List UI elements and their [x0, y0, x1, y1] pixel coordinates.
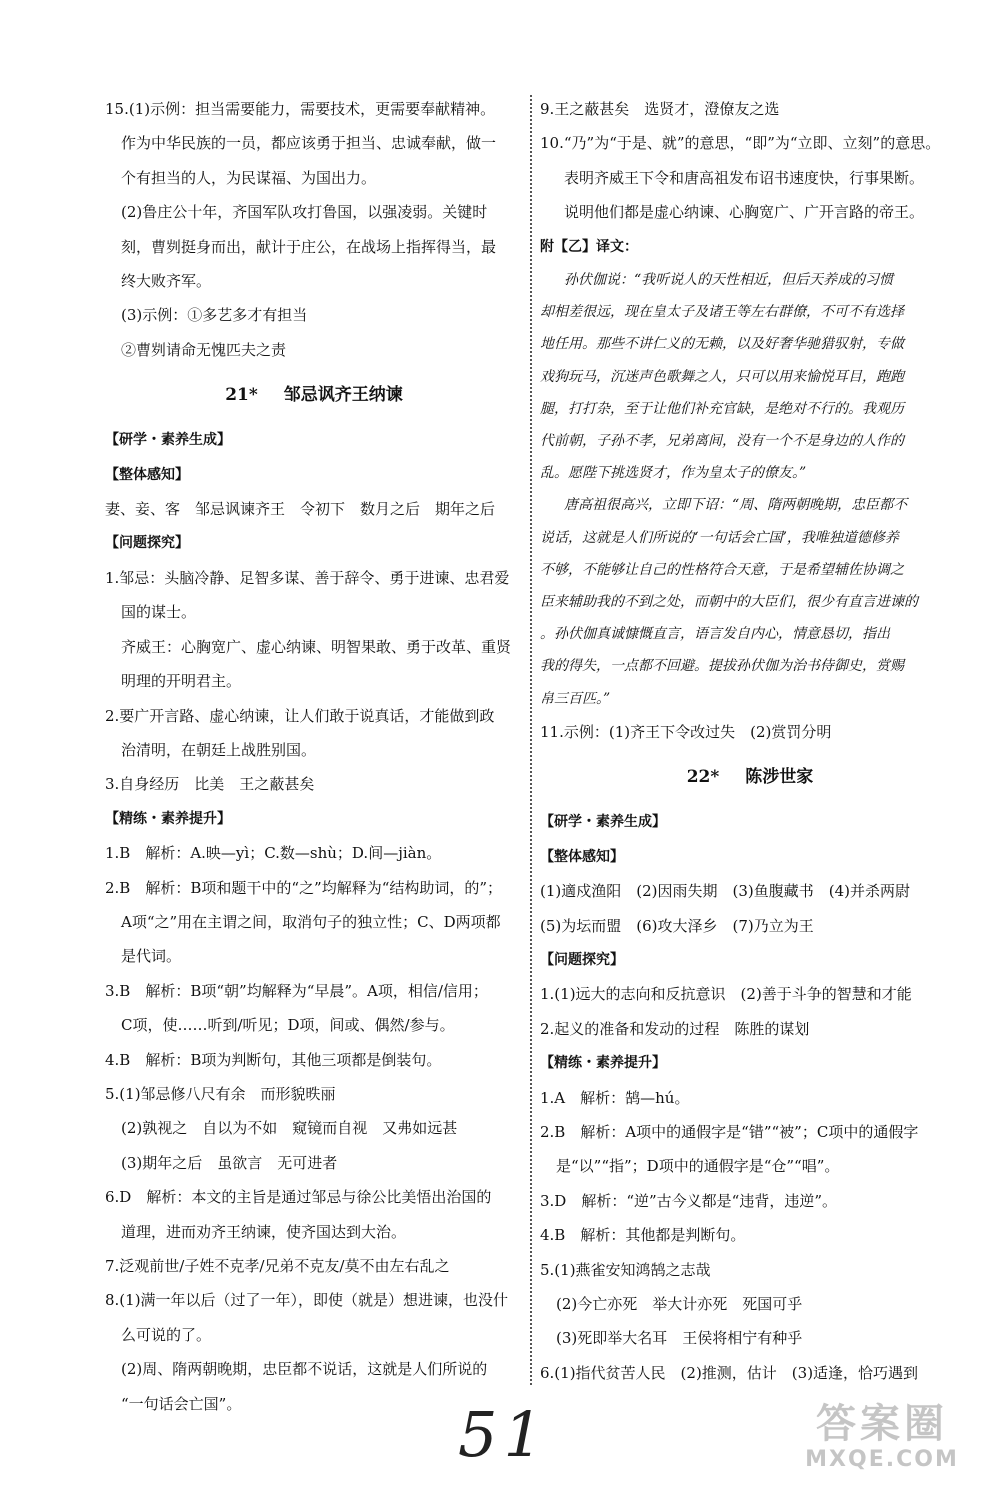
text-line: 2.要广开言路、虚心纳谏，让人们敢于说真话，才能做到政	[105, 706, 495, 725]
text-line: 9.王之蔽甚矣 选贤才，澄僚友之选	[540, 100, 780, 118]
text-line: “一句话会亡国”。	[121, 1394, 242, 1413]
section-heading: 【整体感知】	[540, 848, 624, 865]
right-column	[540, 92, 960, 1390]
text-line: 却相差很远，现在皇太子及诸王等左右群僚，不可不有选择	[540, 304, 904, 321]
text-line: 道理，进而劝齐王纳谏，使齐国达到大治。	[121, 1222, 407, 1241]
text-line: 1.B 解析：A.映—yì；C.数—shù；D.间—jiàn。	[105, 844, 442, 863]
text-line: 乱。愿陛下挑选贤才，作为皇太子的僚友。”	[540, 465, 807, 482]
text-line: (2)今亡亦死 举大计亦死 死国可乎	[556, 1294, 803, 1313]
text-line: 终大败齐军。	[121, 272, 212, 291]
text-line: 说明他们都是虚心纳谏、心胸宽广、广开言路的帝王。	[564, 203, 925, 222]
text-line: 1.邹忌：头脑冷静、足智多谋、善于辞令、勇于进谏、忠君爱	[105, 568, 510, 587]
text-line: 妻、妾、客 邹忌讽谏齐王 令初下 数月之后 期年之后	[105, 500, 496, 519]
section-heading: 【问题探究】	[105, 535, 189, 552]
text-line: (2)孰视之 自以为不如 窥镜而自视 又弗如远甚	[121, 1119, 458, 1138]
text-line: 表明齐威王下令和唐高祖发布诏书速度快，行事果断。	[564, 168, 925, 187]
text-line: (5)为坛而盟 (6)攻大泽乡 (7)乃立为王	[540, 916, 814, 935]
text-line: 个有担当的人，为民谋福、为国出力。	[121, 168, 377, 187]
text-line: 4.B 解析：其他都是判断句。	[540, 1226, 746, 1245]
watermark	[792, 1401, 972, 1472]
text-line: 臣来辅助我的不到之处，而朝中的大臣们，很少有直言进谏的	[540, 594, 918, 611]
text-line: 明理的开明君主。	[121, 672, 242, 691]
text-line: 5.(1)邹忌修八尺有余 而形貌昳丽	[105, 1084, 336, 1103]
section-heading: 【精练・素养提升】	[540, 1055, 666, 1072]
text-line: 代前朝，子孙不孝，兄弟离间，没有一个不是身边的人作的	[540, 433, 904, 450]
section-title-text: 邹忌讽齐王纳谏	[283, 385, 403, 406]
text-line: 国的谋士。	[121, 603, 197, 622]
text-line: 么可说的了。	[121, 1325, 212, 1344]
text-line: (3)示例：①多艺多才有担当	[121, 306, 308, 325]
text-line: 作为中华民族的一员，都应该勇于担当、忠诚奉献，做一	[121, 134, 497, 153]
watermark-logo: 答案圈	[816, 1401, 948, 1447]
text-line: 7.泛观前世/子姓不克孝/兄弟不克友/莫不由左右乱之	[105, 1257, 450, 1275]
text-line: 我的得失，一点都不回避。提拔孙伏伽为治书侍御史，赏赐	[540, 658, 904, 675]
page-number: 51	[458, 1398, 549, 1471]
text-line: (1)適戍渔阳 (2)因雨失期 (3)鱼腹藏书 (4)并杀两尉	[540, 882, 910, 901]
text-line: (3)期年之后 虽欲言 无可进者	[121, 1153, 338, 1172]
text-line: 。孙伏伽真诚慷慨直言，语言发自内心，情意恳切，指出	[540, 626, 890, 643]
section-title-text: 陈涉世家	[745, 767, 814, 788]
text-line: 5.(1)燕雀安知鸿鹄之志哉	[540, 1260, 711, 1279]
text-line: 10.“乃”为“于是、就”的意思，“即”为“立即、立刻”的意思。	[540, 134, 941, 153]
text-line: 3.自身经历 比美 王之蔽甚矣	[105, 775, 315, 794]
section-heading: 【问题探究】	[540, 951, 624, 968]
text-line: 6.D 解析：本文的主旨是通过邹忌与徐公比美悟出治国的	[105, 1188, 492, 1207]
text-line: 地任用。那些不讲仁义的无赖，以及好奢华驰猎驭射，专做	[540, 336, 904, 353]
watermark-url: MXQE.COM	[805, 1447, 959, 1472]
text-line: 唐高祖很高兴，立即下诏：“周、隋两朝晚期，忠臣都不	[564, 497, 908, 514]
text-line: 治清明，在朝廷上战胜别国。	[121, 740, 317, 759]
text-line: 3.B 解析：B项“朝”均解释为“早晨”。A项，相信/信用；	[105, 981, 488, 1000]
text-line: 不够，不能够让自己的性格符合天意，于是希望辅佐协调之	[540, 561, 904, 578]
text-line: 3.D 解析：“逆”古今义都是“违背，违逆”。	[540, 1191, 838, 1210]
text-line: 11.示例：(1)齐王下令改过失 (2)赏罚分明	[540, 722, 832, 741]
text-line: 说话，这就是人们所说的‘一句话会亡国’，我唯独道德修养	[540, 529, 899, 546]
section-heading: 【整体感知】	[105, 466, 189, 483]
section-heading: 附【乙】译文：	[540, 238, 638, 255]
text-line: 孙伏伽说：“我听说人的天性相近，但后天养成的习惯	[564, 272, 894, 289]
text-line: C项，使……听到/听见；D项，间或、偶然/参与。	[121, 1016, 455, 1035]
text-line: 4.B 解析：B项为判断句，其他三项都是倒装句。	[105, 1050, 442, 1069]
text-line: A项“之”用在主谓之间，取消句子的独立性；C、D两项都	[121, 912, 501, 931]
text-line: 1.A 解析：鹄—hú。	[540, 1088, 690, 1107]
section-number: 21*	[225, 385, 258, 406]
text-line: ②曹刿请命无愧匹夫之责	[121, 340, 287, 359]
text-line: 8.(1)满一年以后（过了一年），即使（就是）想进谏，也没什	[105, 1291, 509, 1310]
left-column	[105, 92, 523, 1421]
text-line: (2)鲁庄公十年，齐国军队攻打鲁国，以强凌弱。关键时	[121, 203, 488, 222]
column-divider	[530, 95, 532, 1385]
text-line: 戏狗玩马，沉迷声色歌舞之人，只可以用来愉悦耳目，跑跑	[540, 368, 904, 385]
text-line: 帛三百匹。”	[540, 690, 611, 707]
text-line: (3)死即举大名耳 王侯将相宁有种乎	[556, 1329, 803, 1348]
text-line: 刻，曹刿挺身而出，献计于庄公，在战场上指挥得当，最	[121, 237, 497, 256]
text-line: 15.(1)示例：担当需要能力，需要技术，更需要奉献精神。	[105, 100, 496, 118]
text-line: 2.B 解析：A项中的通假字是“错”“被”；C项中的通假字	[540, 1122, 919, 1141]
text-line: 2.起义的准备和发动的过程 陈胜的谋划	[540, 1019, 810, 1038]
text-line: 是“以”“指”；D项中的通假字是“仓”“唱”。	[556, 1157, 840, 1176]
text-line: (2)周、隋两朝晚期，忠臣都不说话，这就是人们所说的	[121, 1360, 488, 1379]
text-line: 2.B 解析：B项和题干中的“之”均解释为“结构助词，的”；	[105, 878, 503, 897]
section-title	[105, 367, 523, 423]
text-line: 腿，打打杂，至于让他们补充官缺，是绝对不行的。我观历	[540, 400, 904, 417]
section-title	[540, 749, 960, 805]
text-line: 1.(1)远大的志向和反抗意识 (2)善于斗争的智慧和才能	[540, 985, 912, 1004]
text-line: 是代词。	[121, 947, 182, 966]
section-heading: 【研学・素养生成】	[540, 814, 666, 831]
section-heading: 【精练・素养提升】	[105, 810, 231, 827]
text-line: 齐威王：心胸宽广、虚心纳谏、明智果敢、勇于改革、重贤	[121, 637, 512, 656]
section-heading: 【研学・素养生成】	[105, 432, 231, 449]
text-line: 6.(1)指代贫苦人民 (2)推测，估计 (3)适逢，恰巧遇到	[540, 1363, 919, 1382]
section-number: 22*	[686, 767, 720, 788]
